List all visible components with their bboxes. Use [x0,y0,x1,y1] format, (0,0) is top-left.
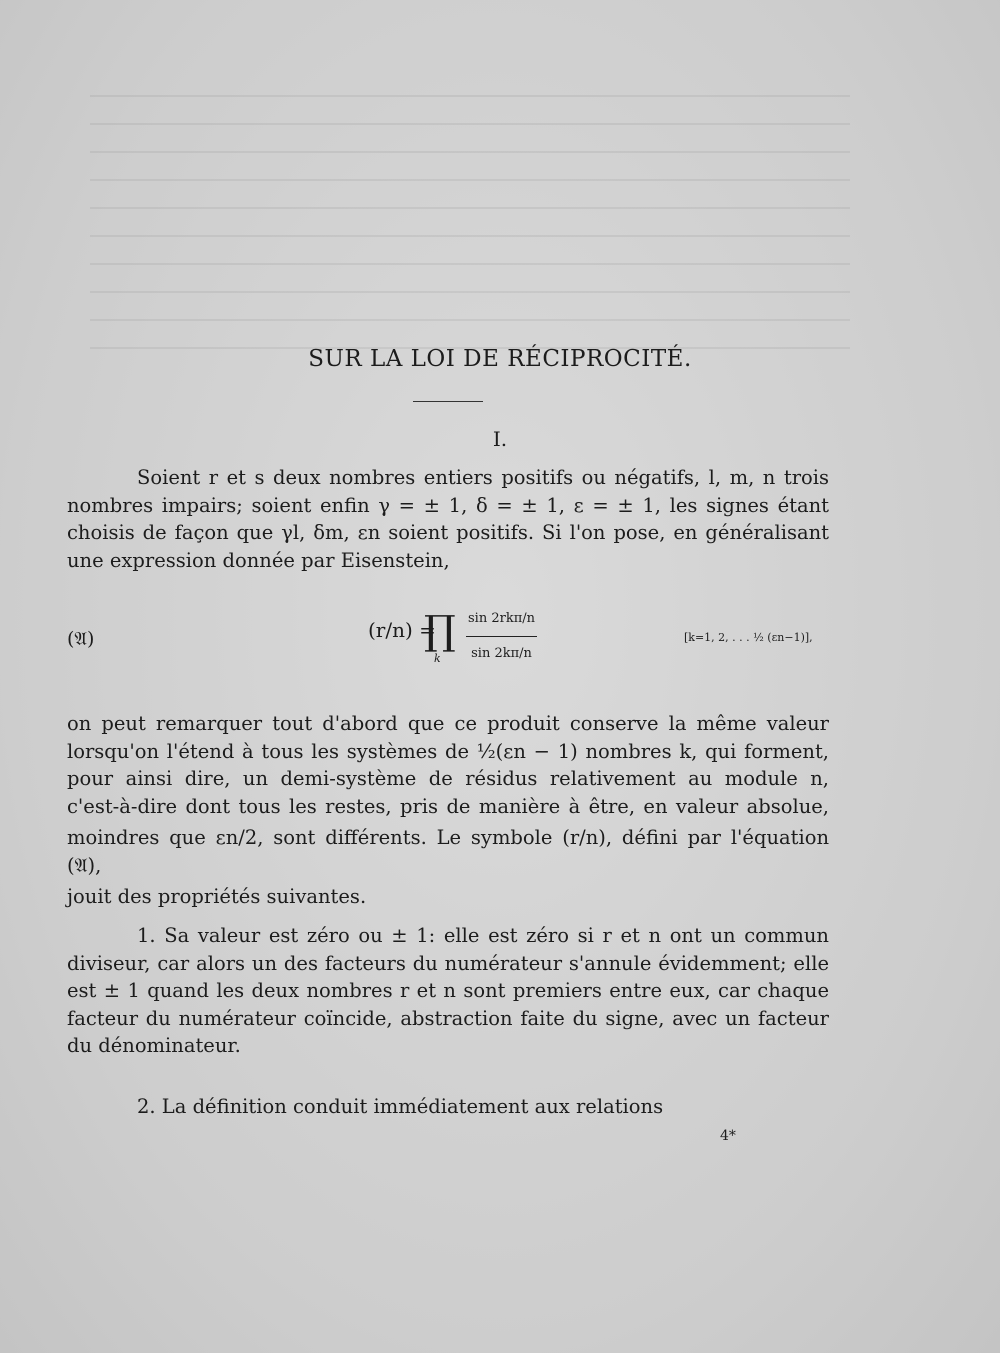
text-line: lorsqu'on l'étend à tous les systèmes de ½(εn − 1) nombres k, qui forment, [67,739,829,763]
product-sign: ∏ [424,608,456,654]
equation-A [0,596,1000,686]
text-line: on peut remarquer tout d'abord que ce produit conserve la même valeur [67,712,829,735]
ratio-denominator: sin 2kπ/n [471,646,532,661]
sine-ratio [466,602,537,671]
bleed-through-text [90,95,850,375]
title-rule [413,401,483,402]
section-number: I. [492,427,508,451]
paragraph-1 [67,464,829,574]
text-line: nombres impairs; soient enfin γ = ± 1, δ = ± 1, ε = ± 1, les signes étant [67,493,829,517]
index-range: [k=1, 2, . . . ½ (εn−1)], [684,631,813,644]
text-line: est ± 1 quand les deux nombres r et n sont premiers entre eux, car chaque [67,979,829,1002]
paragraph-4 [67,1093,829,1121]
equation-tag: (𝔄) [67,628,95,650]
paragraph-3 [67,922,829,1060]
legendre-symbol: (r/n) = [368,618,436,642]
text-line: Soient r et s deux nombres entiers positifs ou négatifs, l, m, n trois [137,466,829,489]
text-line: 1. Sa valeur est zéro ou ± 1: elle est zéro si r et n ont un commun [137,924,829,947]
text-line: pour ainsi dire, un demi-système de résidus relativement au module n, [67,767,829,790]
text-line: jouit des propriétés suivantes. [67,885,367,908]
text-line: 2. La définition conduit immédiatement aux relations [137,1095,664,1118]
text-line: c'est-à-dire dont tous les restes, pris de manière à être, en valeur absolue, [67,794,829,818]
text-line: une expression donnée par Eisenstein, [67,548,450,572]
product-index: k [434,652,441,665]
text-line: choisis de façon que γl, δm, εn soient positifs. Si l'on pose, en généralisant [67,521,829,544]
paragraph-2 [67,710,829,911]
text-line: moindres que εn/2, sont différents. Le symbole (r/n), défini par l'équation (𝔄), [67,826,829,877]
text-line: du dénominateur. [67,1034,241,1057]
page-title: SUR LA LOI DE RÉCIPROCITÉ. [308,346,692,372]
ratio-numerator: sin 2rkπ/n [466,602,537,637]
page-number: 4* [720,1128,736,1144]
text-line: diviseur, car alors un des facteurs du numérateur s'annule évidemment; elle [67,951,829,975]
text-line: facteur du numérateur coïncide, abstraction faite du signe, avec un facteur [67,1006,829,1030]
